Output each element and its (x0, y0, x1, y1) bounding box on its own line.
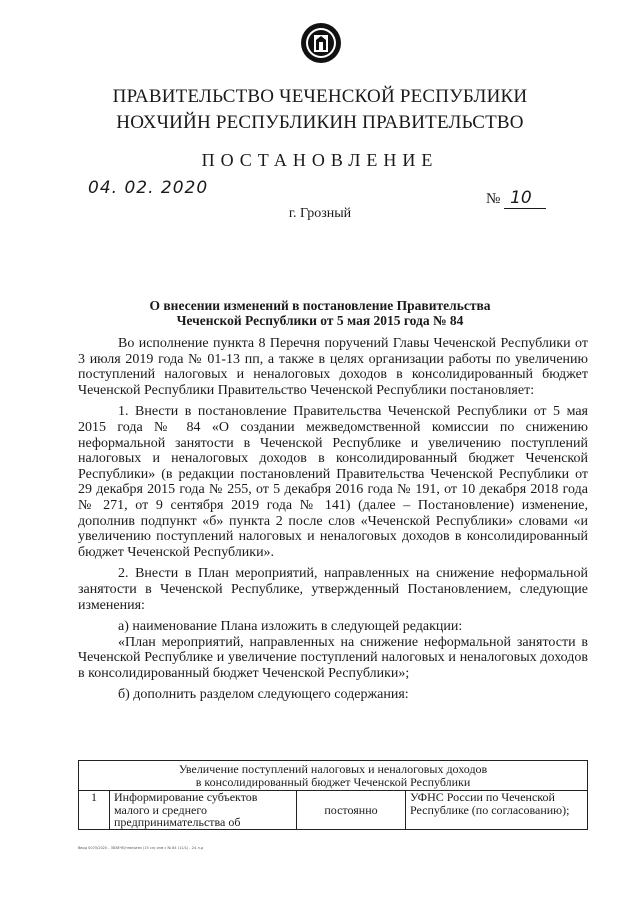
government-name-chechen: НОХЧИЙН РЕСПУБЛИКИН ПРАВИТЕЛЬСТВО (116, 112, 524, 133)
paragraph-item-2a: а) наименование Плана изложить в следующей редакции: (118, 619, 463, 635)
number-label: № (486, 191, 501, 207)
document-type: ПОСТАНОВЛЕНИЕ (201, 150, 439, 170)
subject-line-2: Чеченской Республики от 5 мая 2015 года № 84 (176, 313, 464, 328)
decree-body (78, 336, 588, 703)
paragraph-item-2b: б) дополнить разделом следующего содержания: (118, 687, 409, 703)
paragraph-plan-name: «План мероприятий, направленных на снижение неформальной занятости в Чеченской Республике и увеличение поступлений налоговых и неналоговых доходов в консолидированный бюджет Чеченской Республики»; (78, 634, 588, 681)
decree-number (486, 188, 546, 208)
paragraph-preamble: Во исполнение пункта 8 Перечня поручений Главы Чеченской Республики от 3 июля 2019 года № 01-13 пп, а также в целях организации работы по увеличению поступлений налоговых и неналоговых доходов в консолидированный бюджет Чеченской Республики Правительство Чеченской Республики постановляет: (78, 336, 588, 398)
section-title-line-1: Увеличение поступлений налоговых и неналоговых доходов (178, 762, 488, 776)
table-row (79, 791, 588, 830)
table-header-row (79, 761, 588, 791)
row-responsible: УФНС России по Чеченской Республике (по согласованию); (406, 791, 588, 830)
city: г. Грозный (288, 206, 352, 221)
section-table (78, 760, 588, 830)
coat-of-arms-icon (300, 22, 342, 64)
government-name-russian: ПРАВИТЕЛЬСТВО ЧЕЧЕНСКОЙ РЕСПУБЛИКИ (112, 86, 528, 107)
number-value: 10 (504, 188, 546, 209)
row-number: 1 (79, 791, 110, 830)
paragraph-item-1: 1. Внести в постановление Правительства Чеченской Республики от 5 мая 2015 года № 84 «О создании межведомственной комиссии по снижению неформальной занятости в Чеченской Республике и увеличению поступлений налоговых и неналоговых доходов в консолидированный бюджет Чеченской Республики» (в редакции постановлений Правительства Чеченской Республики от 29 декабря 2015 года № 255, от 5 декабря 2016 года № 191, от 10 декабря 2018 года № 271, от 9 сентября 2019 года № 141) (далее – Постановление) изменение, дополнив подпункт «б» пункта 2 после слов «Чеченской Республики» словами «и увеличению поступлений налоговых и неналоговых доходов в консолидированный бюджет Чеченской Республики». (78, 404, 588, 560)
row-term: постоянно (297, 791, 406, 830)
paragraph-item-2: 2. Внести в План мероприятий, направленных на снижение неформальной занятости в Чеченской Республике, утвержденный Постановлением, следующие изменения: (78, 566, 588, 613)
section-title (79, 761, 588, 791)
subject-line-1: О внесении изменений в постановление Правительства (149, 298, 491, 313)
decree-subject (60, 298, 580, 328)
decree-date: 04. 02. 2020 (88, 178, 209, 198)
footer-note: Ввод 0070/2020 - 3838ЧЕ/нзвп/изм (15 сл) изм с № 84 (11/1) - 24 л.д (78, 846, 204, 850)
row-action: Информирование субъектов малого и среднего предпринимательства об (110, 791, 297, 830)
section-title-line-2: в консолидированный бюджет Чеченской Республики (195, 774, 471, 789)
